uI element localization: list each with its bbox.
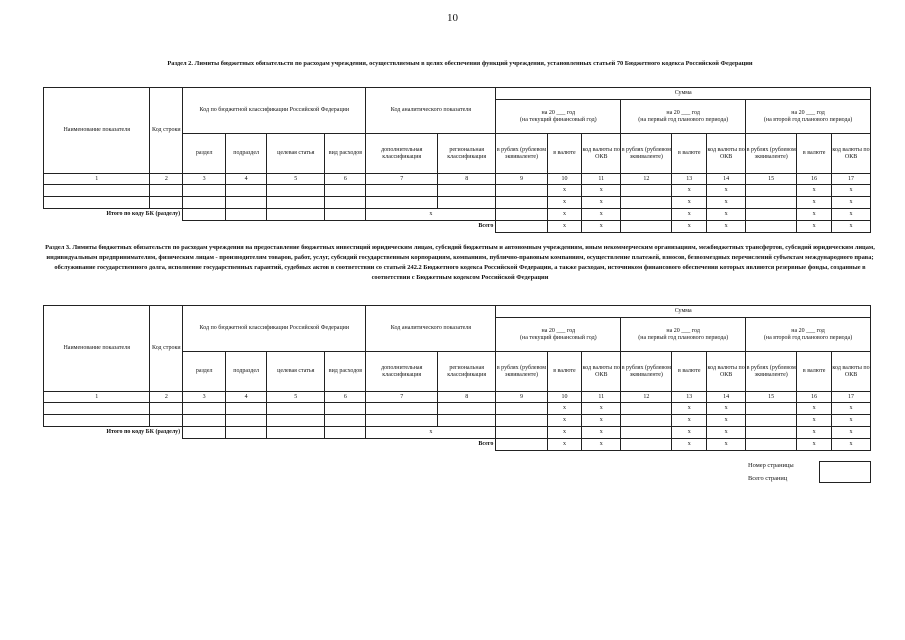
page-count-block: [748, 459, 794, 485]
x-mark: x: [547, 415, 582, 427]
cell-input[interactable]: [267, 209, 325, 221]
col-number: 17: [832, 174, 871, 185]
header-name: Наименование показателя: [44, 88, 150, 174]
cell-input[interactable]: [366, 415, 438, 427]
x-mark: x: [547, 197, 582, 209]
cell-input[interactable]: [325, 403, 366, 415]
col-number: 14: [707, 392, 746, 403]
cell-input[interactable]: [621, 185, 672, 197]
x-mark: x: [672, 403, 707, 415]
col-number: 11: [582, 392, 621, 403]
col-number: 11: [582, 174, 621, 185]
cell-input[interactable]: [621, 439, 672, 451]
cell-input[interactable]: [621, 221, 672, 233]
cell-input[interactable]: [226, 403, 267, 415]
header-code: Код строки: [150, 306, 183, 392]
header-year-3: на 20 ___ год (на второй год планового периода): [746, 318, 871, 352]
cell-input[interactable]: [366, 185, 438, 197]
cell-input[interactable]: [267, 197, 325, 209]
cell-input[interactable]: [267, 415, 325, 427]
x-mark: x: [582, 197, 621, 209]
col-number: 6: [325, 392, 366, 403]
cell-input[interactable]: [621, 197, 672, 209]
header-analytic: Код аналитического показателя: [366, 306, 496, 352]
header-sum: Сумма: [496, 88, 871, 100]
header-name: Наименование показателя: [44, 306, 150, 392]
cell-input[interactable]: [226, 185, 267, 197]
col-number: 6: [325, 174, 366, 185]
header-vid: вид расходов: [325, 134, 366, 174]
cell-input[interactable]: [44, 185, 150, 197]
x-mark: x: [366, 209, 496, 221]
header-sum: Сумма: [496, 306, 871, 318]
x-mark: x: [366, 427, 496, 439]
cell-input[interactable]: [746, 403, 797, 415]
col-number: 12: [621, 392, 672, 403]
x-mark: x: [832, 439, 871, 451]
x-mark: x: [547, 439, 582, 451]
header-rub: в рублях (рублевом эквиваленте): [746, 134, 797, 174]
x-mark: x: [672, 427, 707, 439]
header-okv: код валюты по ОКВ: [832, 352, 871, 392]
header-okv: код валюты по ОКВ: [832, 134, 871, 174]
cell-input[interactable]: [183, 185, 226, 197]
x-mark: x: [832, 415, 871, 427]
x-mark: x: [547, 221, 582, 233]
x-mark: x: [797, 403, 832, 415]
header-dop: дополнительная классификация: [366, 134, 438, 174]
col-number: 17: [832, 392, 871, 403]
cell-input[interactable]: [496, 197, 547, 209]
header-dop: дополнительная классификация: [366, 352, 438, 392]
cell-input[interactable]: [325, 415, 366, 427]
total-bk-row: [44, 427, 871, 439]
page-number: 10: [447, 12, 458, 24]
header-val: в валюте: [547, 352, 582, 392]
col-number: 2: [150, 392, 183, 403]
cell-input[interactable]: [496, 415, 547, 427]
cell-input[interactable]: [183, 197, 226, 209]
col-number: 8: [438, 392, 496, 403]
header-bk-code: Код по бюджетной классификации Российской Федерации: [183, 306, 366, 352]
col-number: 9: [496, 174, 547, 185]
total-pages-label: Всего страниц: [748, 475, 788, 482]
section-3-title: Раздел 3. Лимиты бюджетных обязательств по расходам учреждения на предоставление бюджетных инвестиций юридическим лицам, субсидий бюджетным и автономным учреждениям, иным некоммерческим организациям, межбюджетных трансфертов, субсидий юридическим лицам, индивидуальным предпринимателям, физическим лицам - производителям товаров, работ, услуг, субсидий государственным корпорациям, компаниям, публично-правовым компаниям, осуществление платежей, взносов, безвозмездных перечислений субъектам международного права; обслуживание государственного долга, исполнение государственных гарантий, судебных актов в соответствии со статьей 242.2 Бюджетного кодекса Российской Федерации, а также расходам, источником финансового обеспечения которых являются резервные фонды, созданные в соответствии с Бюджетным кодексом Российской Федерации: [45, 244, 875, 281]
x-mark: x: [547, 427, 582, 439]
x-mark: x: [707, 439, 746, 451]
x-mark: x: [582, 427, 621, 439]
cell-input[interactable]: [267, 403, 325, 415]
total-all-label: Всего: [478, 223, 494, 230]
cell-input[interactable]: [183, 415, 226, 427]
col-number: 8: [438, 174, 496, 185]
col-number: 9: [496, 392, 547, 403]
cell-input[interactable]: [496, 403, 547, 415]
x-mark: x: [672, 221, 707, 233]
col-number: 16: [797, 392, 832, 403]
cell-input[interactable]: [150, 185, 183, 197]
x-mark: x: [672, 197, 707, 209]
x-mark: x: [707, 197, 746, 209]
col-number: 1: [44, 392, 150, 403]
x-mark: x: [707, 221, 746, 233]
table-row: [44, 197, 871, 209]
page-number-label: Номер страницы: [748, 462, 794, 469]
header-year-1: на 20 ___ год (на текущий финансовый год): [496, 318, 621, 352]
x-mark: x: [707, 427, 746, 439]
x-mark: x: [672, 415, 707, 427]
cell-input[interactable]: [496, 209, 547, 221]
cell-input[interactable]: [150, 197, 183, 209]
cell-input[interactable]: [44, 197, 150, 209]
col-number: 15: [746, 174, 797, 185]
x-mark: x: [832, 221, 871, 233]
cell-input[interactable]: [183, 403, 226, 415]
cell-input[interactable]: [621, 427, 672, 439]
cell-input[interactable]: [150, 403, 183, 415]
cell-input[interactable]: [438, 185, 496, 197]
cell-input[interactable]: [746, 427, 797, 439]
page-count-box[interactable]: [819, 461, 871, 483]
header-code: Код строки: [150, 88, 183, 174]
col-number: 5: [267, 392, 325, 403]
header-vid: вид расходов: [325, 352, 366, 392]
cell-input[interactable]: [746, 221, 797, 233]
header-target: целевая статья: [267, 352, 325, 392]
total-all-row: [44, 221, 871, 233]
header-val: в валюте: [797, 352, 832, 392]
x-mark: x: [832, 427, 871, 439]
cell-input[interactable]: [438, 415, 496, 427]
col-number: 7: [366, 392, 438, 403]
col-number: 10: [547, 392, 582, 403]
cell-input[interactable]: [226, 415, 267, 427]
col-number: 3: [183, 174, 226, 185]
cell-input[interactable]: [267, 185, 325, 197]
x-mark: x: [672, 185, 707, 197]
cell-input[interactable]: [226, 427, 267, 439]
header-year-3: на 20 ___ год (на второй год планового периода): [746, 100, 871, 134]
cell-input[interactable]: [366, 197, 438, 209]
x-mark: x: [832, 403, 871, 415]
col-number: 2: [150, 174, 183, 185]
cell-input[interactable]: [746, 439, 797, 451]
cell-input[interactable]: [746, 415, 797, 427]
col-number: 1: [44, 174, 150, 185]
section-2-table: [43, 87, 871, 233]
total-all-row: [44, 439, 871, 451]
header-year-2: на 20 ___ год (на первый год планового периода): [621, 318, 746, 352]
x-mark: x: [797, 221, 832, 233]
cell-input[interactable]: [226, 197, 267, 209]
table-row: [44, 415, 871, 427]
cell-input[interactable]: [438, 197, 496, 209]
header-bk-code: Код по бюджетной классификации Российской Федерации: [183, 88, 366, 134]
col-number: 16: [797, 174, 832, 185]
x-mark: x: [797, 439, 832, 451]
col-number: 4: [226, 392, 267, 403]
col-number: 15: [746, 392, 797, 403]
cell-input[interactable]: [496, 439, 547, 451]
cell-input[interactable]: [746, 197, 797, 209]
header-okv: код валюты по ОКВ: [707, 134, 746, 174]
x-mark: x: [797, 185, 832, 197]
total-bk-row: [44, 209, 871, 221]
header-okv: код валюты по ОКВ: [707, 352, 746, 392]
header-rub: в рублях (рублевом эквиваленте): [496, 352, 547, 392]
header-razdel: раздел: [183, 134, 226, 174]
cell-input[interactable]: [746, 209, 797, 221]
header-okv: код валюты по ОКВ: [582, 352, 621, 392]
x-mark: x: [797, 415, 832, 427]
header-podrazdel: подраздел: [226, 352, 267, 392]
cell-input[interactable]: [325, 185, 366, 197]
header-rub: в рублях (рублевом эквиваленте): [621, 352, 672, 392]
cell-input[interactable]: [44, 415, 150, 427]
header-rub: в рублях (рублевом эквиваленте): [621, 134, 672, 174]
cell-input[interactable]: [325, 427, 366, 439]
col-number: 14: [707, 174, 746, 185]
header-razdel: раздел: [183, 352, 226, 392]
cell-input[interactable]: [325, 209, 366, 221]
cell-input[interactable]: [621, 209, 672, 221]
x-mark: x: [582, 209, 621, 221]
cell-input[interactable]: [267, 427, 325, 439]
header-val: в валюте: [547, 134, 582, 174]
header-val: в валюте: [797, 134, 832, 174]
col-number: 3: [183, 392, 226, 403]
cell-input[interactable]: [438, 403, 496, 415]
cell-input[interactable]: [150, 415, 183, 427]
x-mark: x: [797, 197, 832, 209]
x-mark: x: [832, 209, 871, 221]
x-mark: x: [582, 439, 621, 451]
cell-input[interactable]: [746, 185, 797, 197]
x-mark: x: [672, 209, 707, 221]
total-all-label: Всего: [478, 441, 494, 448]
cell-input[interactable]: [325, 197, 366, 209]
total-bk-label: Итого по коду БК (разделу): [106, 429, 181, 436]
col-number: 10: [547, 174, 582, 185]
x-mark: x: [797, 209, 832, 221]
cell-input[interactable]: [44, 403, 150, 415]
x-mark: x: [582, 415, 621, 427]
column-numbers-row: [44, 392, 871, 403]
header-rub: в рублях (рублевом эквиваленте): [496, 134, 547, 174]
cell-input[interactable]: [183, 427, 226, 439]
col-number: 12: [621, 174, 672, 185]
table-row: [44, 403, 871, 415]
x-mark: x: [547, 185, 582, 197]
x-mark: x: [707, 185, 746, 197]
x-mark: x: [582, 221, 621, 233]
header-target: целевая статья: [267, 134, 325, 174]
header-reg: региональная классификация: [438, 352, 496, 392]
x-mark: x: [547, 403, 582, 415]
cell-input[interactable]: [366, 403, 438, 415]
cell-input[interactable]: [183, 209, 226, 221]
cell-input[interactable]: [226, 209, 267, 221]
section-2-title: Раздел 2. Лимиты бюджетных обязательств по расходам учреждения, осуществляемым в целях обеспечения функций учреждения, установленных статьей 70 Бюджетного кодекса Российской Федерации: [167, 60, 753, 67]
x-mark: x: [582, 185, 621, 197]
header-year-1: на 20 ___ год (на текущий финансовый год): [496, 100, 621, 134]
x-mark: x: [582, 403, 621, 415]
header-val: в валюте: [672, 352, 707, 392]
header-okv: код валюты по ОКВ: [582, 134, 621, 174]
col-number: 13: [672, 174, 707, 185]
header-year-2: на 20 ___ год (на первый год планового периода): [621, 100, 746, 134]
header-analytic: Код аналитического показателя: [366, 88, 496, 134]
column-numbers-row: [44, 174, 871, 185]
col-number: 13: [672, 392, 707, 403]
header-podrazdel: подраздел: [226, 134, 267, 174]
x-mark: x: [832, 197, 871, 209]
header-rub: в рублях (рублевом эквиваленте): [746, 352, 797, 392]
header-reg: региональная классификация: [438, 134, 496, 174]
cell-input[interactable]: [496, 221, 547, 233]
x-mark: x: [672, 439, 707, 451]
section-3-table: [43, 305, 871, 451]
x-mark: x: [707, 209, 746, 221]
col-number: 5: [267, 174, 325, 185]
cell-input[interactable]: [496, 427, 547, 439]
col-number: 7: [366, 174, 438, 185]
cell-input[interactable]: [621, 415, 672, 427]
x-mark: x: [797, 427, 832, 439]
cell-input[interactable]: [496, 185, 547, 197]
x-mark: x: [707, 403, 746, 415]
table-row: [44, 185, 871, 197]
header-val: в валюте: [672, 134, 707, 174]
x-mark: x: [832, 185, 871, 197]
col-number: 4: [226, 174, 267, 185]
total-bk-label: Итого по коду БК (разделу): [106, 211, 181, 218]
x-mark: x: [707, 415, 746, 427]
x-mark: x: [547, 209, 582, 221]
cell-input[interactable]: [621, 403, 672, 415]
